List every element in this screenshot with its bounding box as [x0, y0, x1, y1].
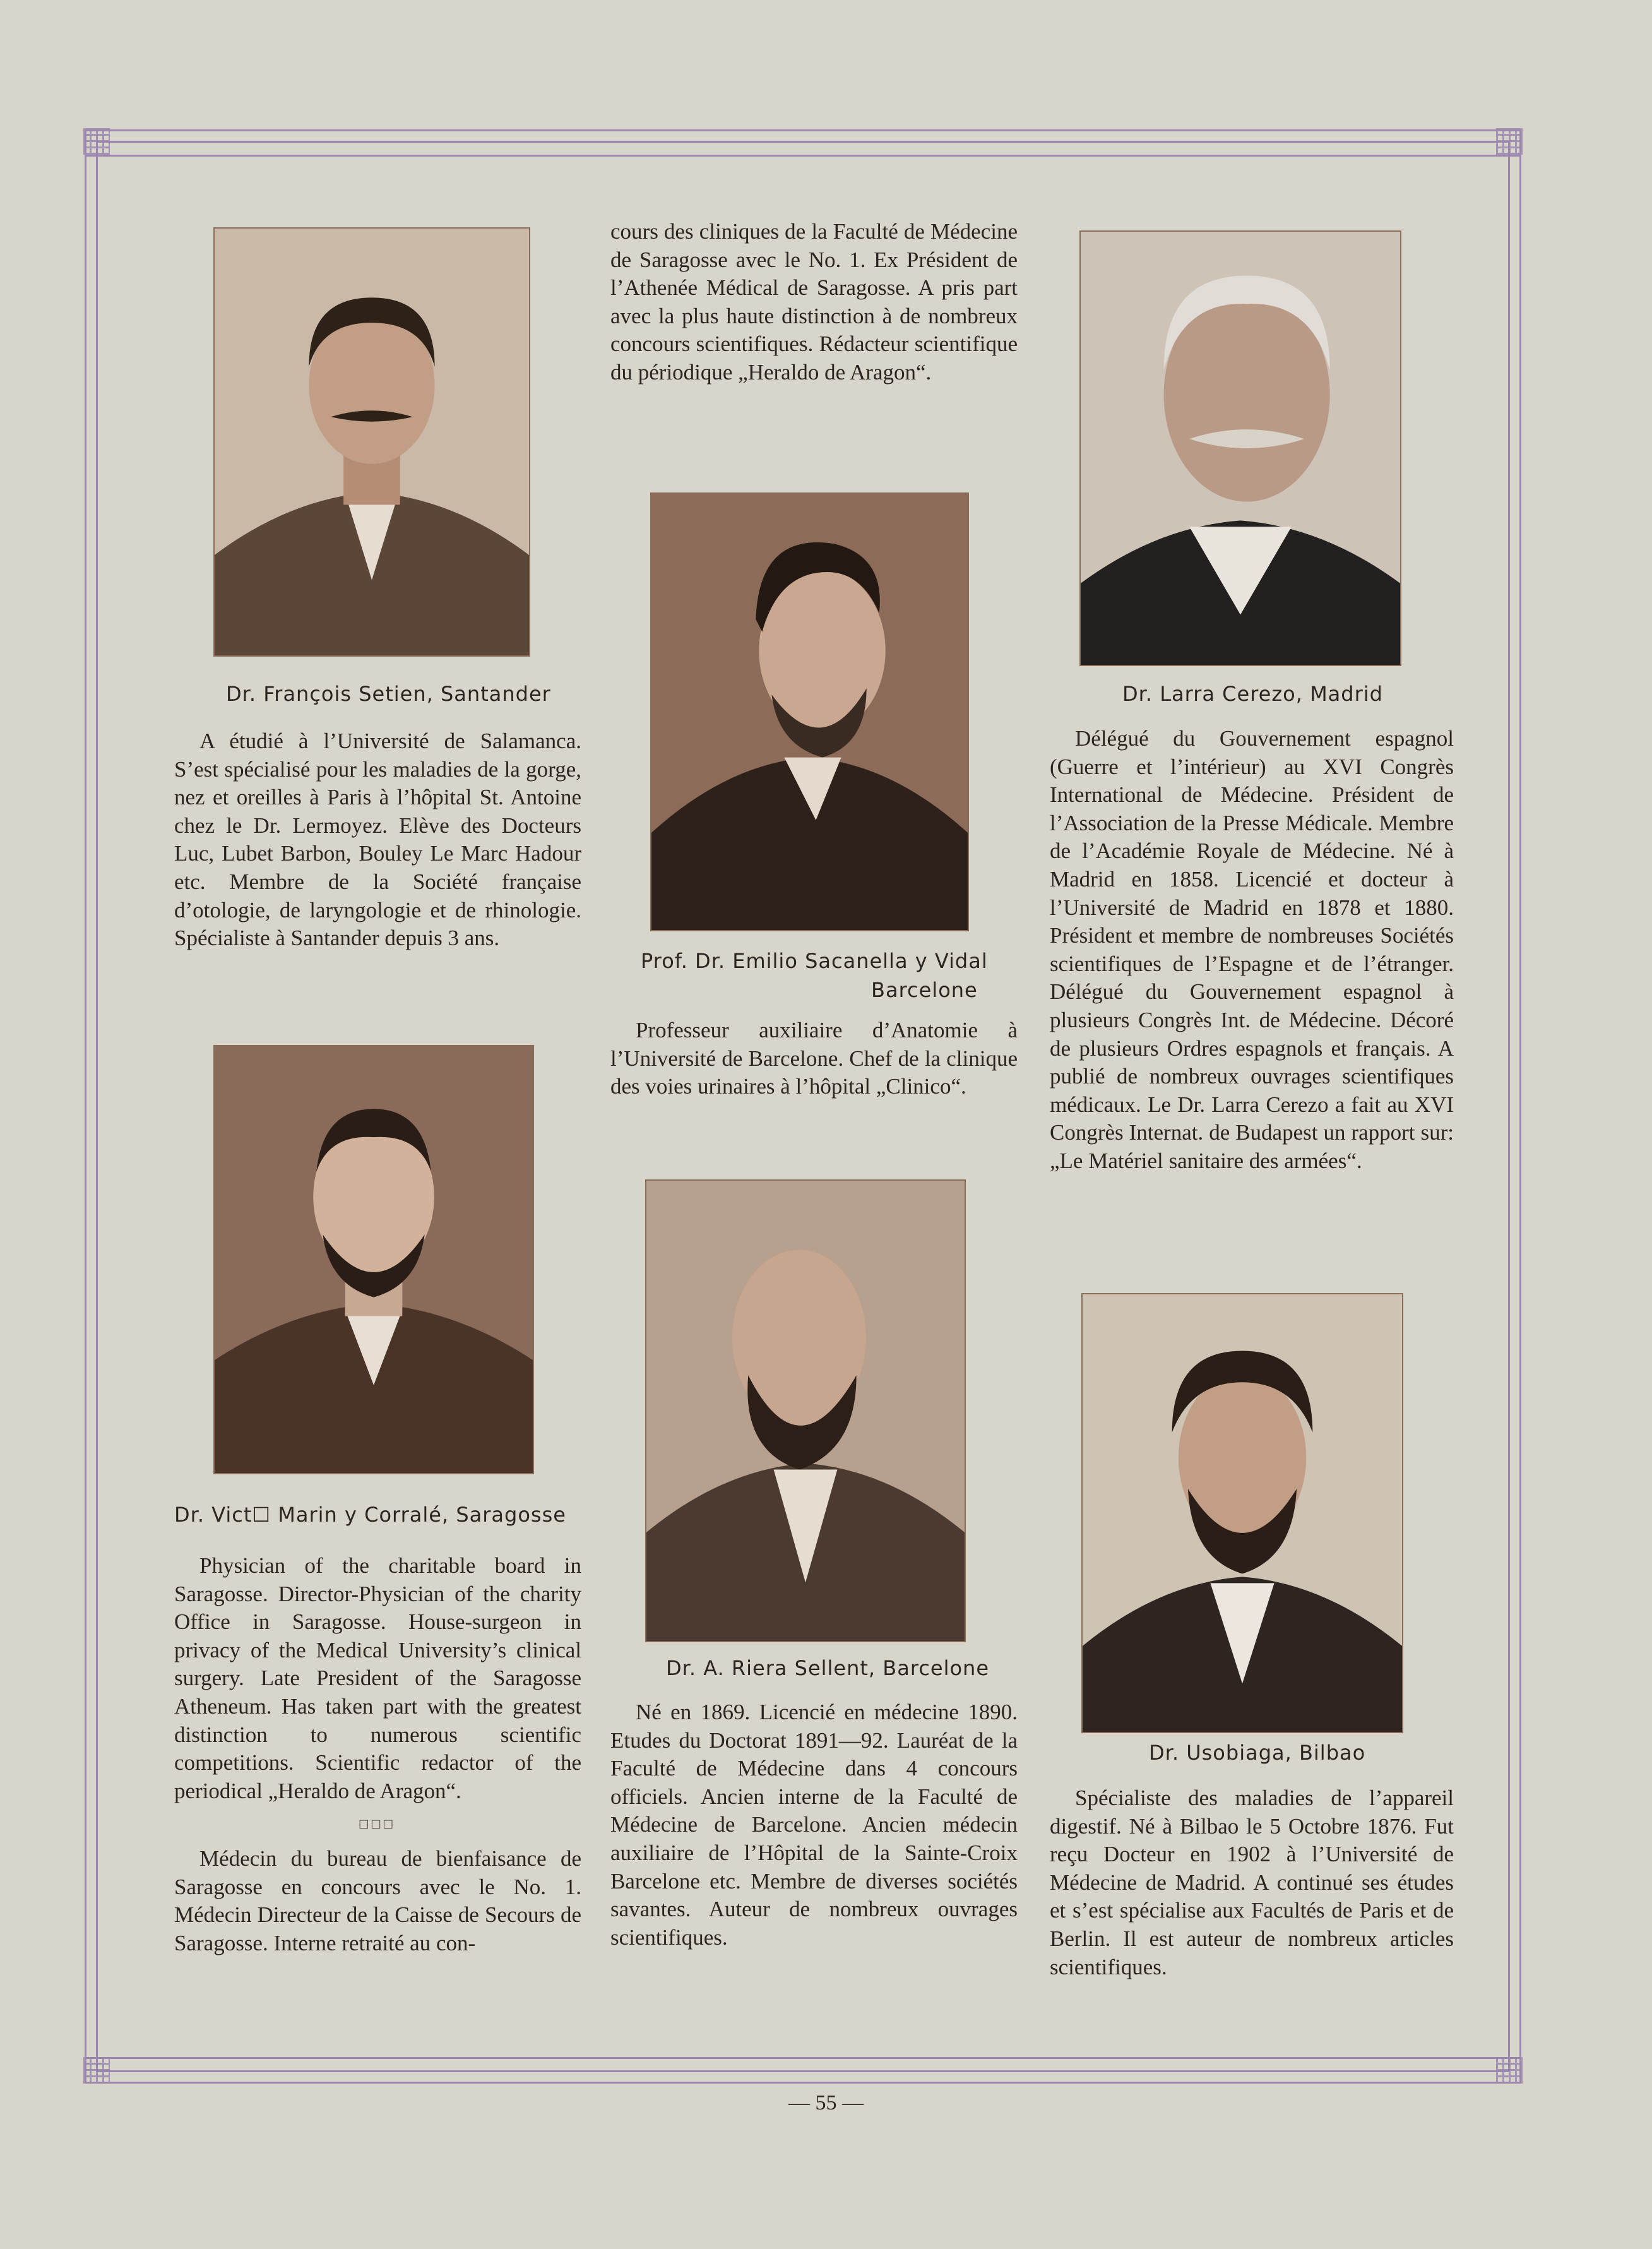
corner-ornament-top-right	[1496, 128, 1523, 155]
caption-riera: Dr. A. Riera Sellent, Barcelone	[666, 1656, 989, 1680]
bio-sacanella-text: Professeur auxiliaire d’Anatomie à l’Université de Barcelone. Chef de la clinique des voies urinaires à l’hôpital „Clinico“.	[610, 1018, 1018, 1099]
corner-ornament-top-left	[83, 128, 110, 155]
caption-usobiaga: Dr. Usobiaga, Bilbao	[1149, 1741, 1366, 1765]
bio-marin	[174, 1552, 581, 1957]
bio-riera	[610, 1698, 1018, 1952]
bio-larra-cerezo	[1050, 725, 1454, 1176]
caption-setien: Dr. François Setien, Santander	[226, 682, 551, 706]
bio-setien	[174, 727, 581, 953]
caption-sacanella-line2: Barcelone	[871, 978, 978, 1002]
portrait-photo-setien	[213, 227, 530, 657]
bio-marin-french-start: Médecin du bureau de bienfaisance de Saragosse en concours avec le No. 1. Médecin Directeur de la Caisse de Secours de Saragosse. Interne retraité au con-	[174, 1846, 581, 1955]
caption-larra-cerezo: Dr. Larra Cerezo, Madrid	[1122, 682, 1383, 706]
bio-usobiaga-text: Spécialiste des maladies de l’appareil digestif. Né à Bilbao le 5 Octobre 1876. Fut reçu Docteur en 1902 à l’Université de Médecine de Madrid. A continué ses études et s’est spécialise aux Facultés de Paris et de Berlin. Il est auteur de nombreux articles scientifiques.	[1050, 1786, 1454, 1979]
bio-marin-continued	[610, 218, 1018, 387]
corner-ornament-bottom-right	[1496, 2057, 1523, 2084]
portrait-photo-sacanella	[650, 492, 969, 931]
portrait-photo-riera	[645, 1179, 966, 1642]
section-ornament: □□□	[359, 1816, 396, 1832]
page-number: — 55 —	[788, 2091, 864, 2115]
bio-marin-french-continued: cours des cliniques de la Faculté de Médecine de Saragosse avec le No. 1. Ex Président de l’Athenée Médical de Saragosse. A pris part avec la plus haute distinction à de nombreux concours scientifiques. Rédacteur scientifique du périodique „Heraldo de Aragon“.	[610, 219, 1018, 385]
bio-marin-english: Physician of the charitable board in Saragosse. Director-Physician of the charity Office in Saragosse. House-surgeon in privacy of the Medical University’s clinical surgery. Late President of the Saragosse Atheneum. Has taken part with the greatest distinction to numerous scientific competitions. Scientific redactor of the periodical „Heraldo de Aragon“.	[174, 1553, 581, 1803]
bio-larra-cerezo-text: Délégué du Gouvernement espagnol (Guerre et l’intérieur) au XVI Congrès International de Médecine. Président de l’Association de la Presse Médicale. Membre de l’Académie Royale de Médecine. Né à Madrid en 1858. Licencié et docteur à l’Université de Madrid en 1878 et 1880. Président et membre de nombreuses Sociétés scientifiques de l’Espagne et de l’étranger. Délégué du Gouvernement espagnol à plusieurs Congrès Int. de Médecine. Décoré de plusieurs Ordres espagnols et français. A publié de nombreux ouvrages scientifiques médicaux. Le Dr. Larra Cerezo a fait au XVI Congrès Internat. de Budapest un rapport sur: „Le Matériel sanitaire des armées“.	[1050, 726, 1454, 1173]
bio-riera-text: Né en 1869. Licencié en médecine 1890. Etudes du Doctorat 1891—92. Lauréat de la Faculté de Médecine dans 4 concours officiels. Ancien interne de la Faculté de Médecine de Barcelone. Ancien médecin auxiliaire de l’Hôpital de la Sainte-Croix Barcelone etc. Membre de diverses sociétés savantes. Auteur de nombreux ouvrages scientifiques.	[610, 1700, 1018, 1950]
bio-sacanella	[610, 1017, 1018, 1101]
portrait-photo-larra-cerezo	[1079, 230, 1401, 666]
portrait-photo-usobiaga	[1081, 1293, 1403, 1733]
bio-usobiaga	[1050, 1784, 1454, 1981]
bio-setien-text: A étudié à l’Université de Salamanca. S’est spécialisé pour les maladies de la gorge, nez et oreilles à Paris à l’hôpital St. Antoine chez le Dr. Lermoyez. Elève des Docteurs Luc, Lubet Barbon, Bouley Le Marc Hadour etc. Membre de la Société française d’otologie, de laryngologie et de rhinologie. Spécialiste à Santander depuis 3 ans.	[174, 729, 581, 951]
corner-ornament-bottom-left	[83, 2057, 110, 2084]
caption-marin: Dr. Vict☐ Marin y Corralé, Saragosse	[174, 1503, 566, 1527]
portrait-photo-marin	[213, 1045, 534, 1474]
caption-sacanella-line1: Prof. Dr. Emilio Sacanella y Vidal	[641, 949, 988, 973]
border-rule-bottom	[85, 2057, 1521, 2059]
border-rule-top	[85, 155, 1521, 157]
